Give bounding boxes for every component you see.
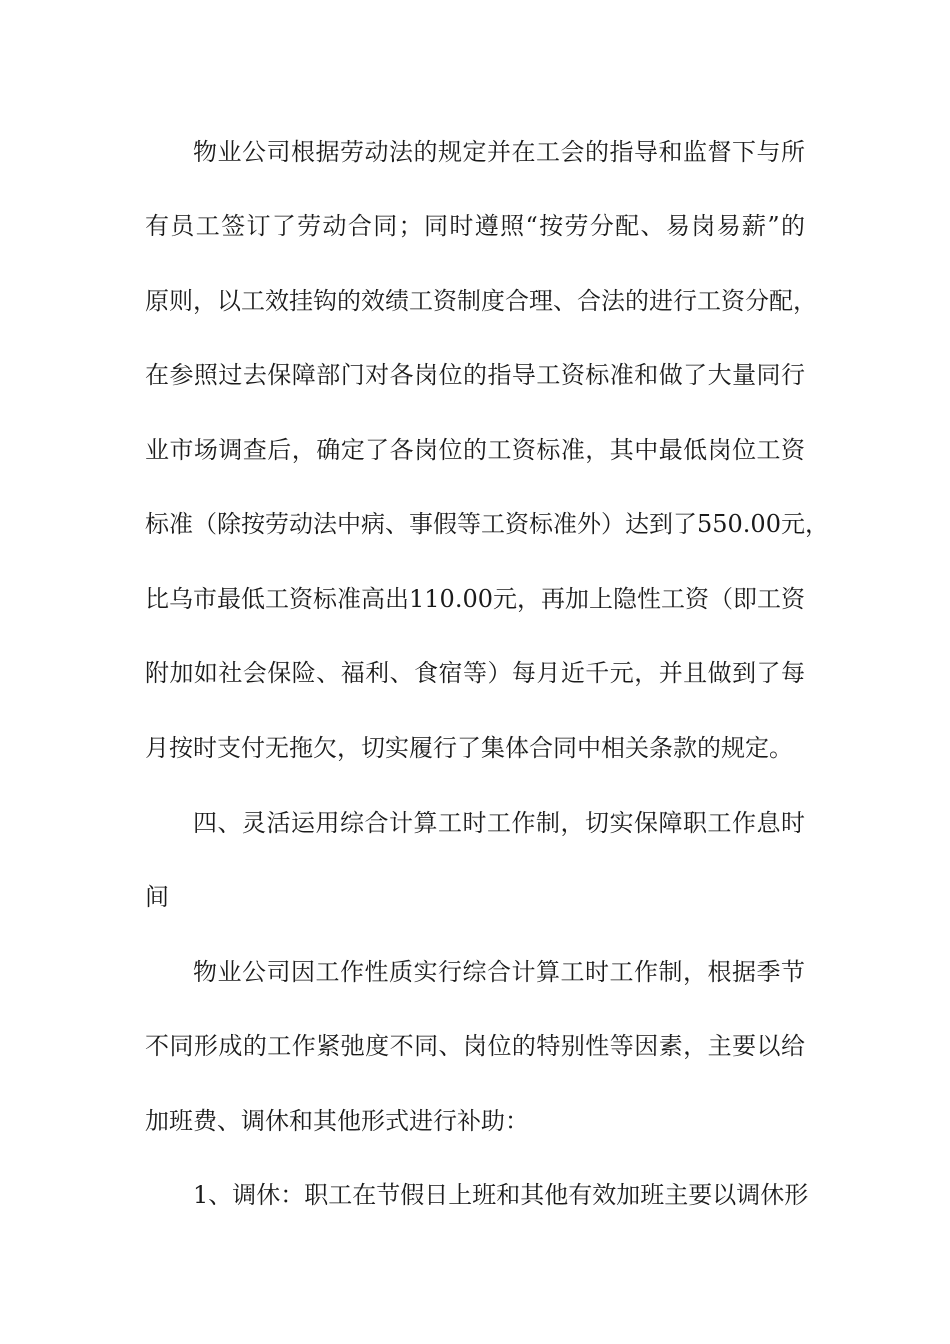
paragraph-line: 在参照过去保障部门对各岗位的指导工资标准和做了大量同行 <box>145 361 805 389</box>
paragraph-line: 加班费、调休和其他形式进行补助： <box>145 1107 529 1135</box>
paragraph-line: 有员工签订了劳动合同；同时遵照“按劳分配、易岗易薪”的 <box>145 212 805 240</box>
paragraph-line: 原则，以工效挂钩的效绩工资制度合理、合法的进行工资分配， <box>145 287 817 315</box>
paragraph-line: 标准（除按劳动法中病、事假等工资标准外）达到了550.00元， <box>145 510 829 538</box>
list-item-line: 1、调休：职工在节假日上班和其他有效加班主要以调休形 <box>193 1181 809 1209</box>
paragraph-line: 物业公司因工作性质实行综合计算工时工作制，根据季节 <box>193 958 805 986</box>
paragraph-line: 物业公司根据劳动法的规定并在工会的指导和监督下与所 <box>193 138 805 166</box>
paragraph-line: 不同形成的工作紧弛度不同、岗位的特别性等因素，主要以给 <box>145 1032 805 1060</box>
section-heading-line: 四、灵活运用综合计算工时工作制，切实保障职工作息时 <box>193 809 805 837</box>
section-heading-line: 间 <box>145 883 169 911</box>
paragraph-line: 比乌市最低工资标准高出110.00元，再加上隐性工资（即工资 <box>145 585 805 613</box>
paragraph-line: 月按时支付无拖欠，切实履行了集体合同中相关条款的规定。 <box>145 734 793 762</box>
paragraph-line: 业市场调查后，确定了各岗位的工资标准，其中最低岗位工资 <box>145 436 805 464</box>
paragraph-line: 附加如社会保险、福利、食宿等）每月近千元，并且做到了每 <box>145 659 805 687</box>
